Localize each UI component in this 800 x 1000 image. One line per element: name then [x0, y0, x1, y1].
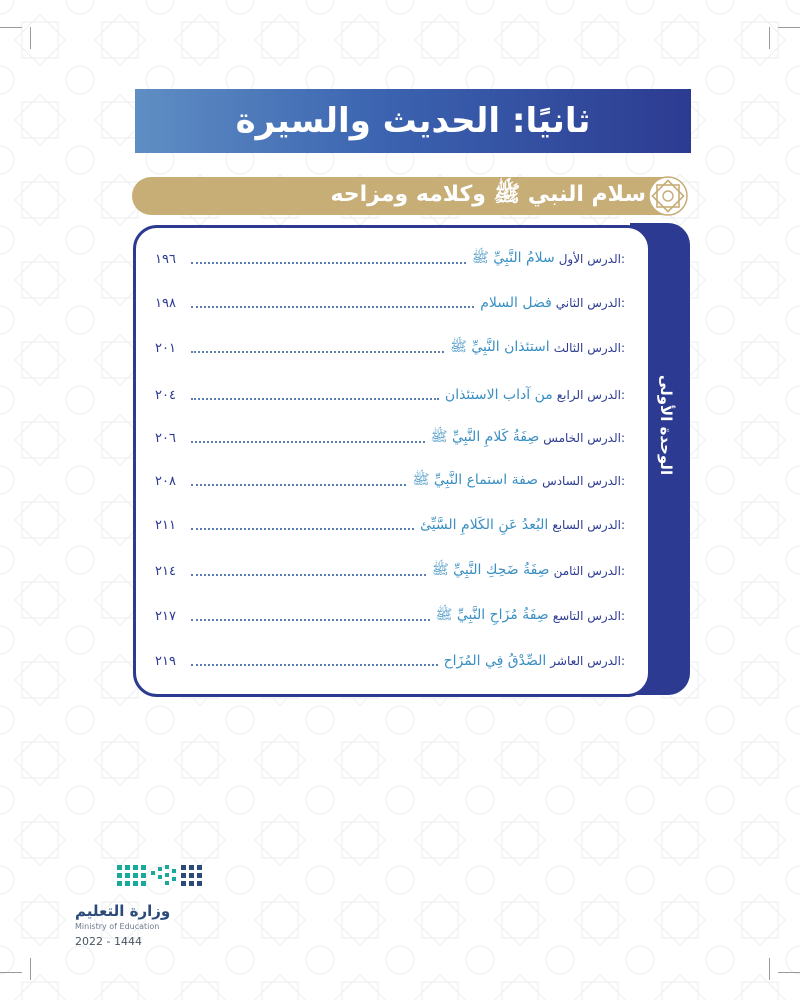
lesson-label: الدرس التاسع: [552, 609, 625, 623]
lesson-title: صفة استماع النَّبِيِّ ﷺ [412, 472, 539, 488]
lesson-page: ٢٠١ [155, 340, 176, 356]
lesson-page: ١٩٦ [155, 251, 176, 267]
edition-year: 2022 - 1444 [75, 935, 142, 948]
leader-dots [191, 262, 466, 264]
lesson-title: صِفَةُ كَلامِ النَّبِيِّ ﷺ [430, 429, 540, 445]
lesson-title: فضل السلام [480, 295, 552, 311]
ministry-logo-icon [115, 863, 210, 893]
lesson-label: الدرس السادس: [542, 474, 625, 488]
crop-mark [769, 958, 770, 980]
leader-dots [191, 306, 474, 308]
lesson-title: استئذان النَّبِيِّ ﷺ [450, 339, 550, 355]
leader-dots [191, 619, 430, 621]
lesson-page: ٢١٧ [155, 608, 176, 624]
section-title-banner [135, 89, 691, 153]
toc-row[interactable] [155, 382, 625, 408]
toc-row[interactable] [155, 558, 625, 584]
lesson-title: الصِّدْقُ فِي المُزَاح [443, 653, 547, 669]
lesson-label: الدرس السابع: [552, 518, 625, 532]
toc-row[interactable] [155, 290, 625, 316]
toc-row[interactable] [155, 512, 625, 538]
lesson-title: البُعدُ عَنِ الكَلامِ السَّيِّئ [420, 517, 549, 533]
leader-dots [191, 351, 444, 353]
leader-dots [191, 441, 425, 443]
lesson-title: صِفَةُ مُزَاحِ النَّبِيِّ ﷺ [435, 607, 549, 623]
section-title: ثانيًا: الحديث والسيرة [235, 101, 591, 141]
lesson-label: الدرس الأول: [558, 252, 625, 266]
lesson-label: الدرس الخامس: [543, 431, 625, 445]
crop-mark [778, 972, 800, 973]
crop-mark [769, 27, 770, 49]
lesson-page: ٢٠٨ [155, 473, 176, 489]
unit-side-label [648, 340, 684, 510]
lesson-label: الدرس الثالث: [553, 341, 625, 355]
lesson-label: الدرس العاشر: [550, 654, 625, 668]
toc-row[interactable] [155, 335, 625, 361]
lesson-page: ٢١٤ [155, 563, 176, 579]
leader-dots [191, 484, 406, 486]
lesson-title: من آداب الاستئذان [444, 387, 553, 403]
unit-side-label-text: الوحدة الأولى [657, 374, 675, 476]
leader-dots [191, 528, 414, 530]
lesson-page: ٢١٩ [155, 653, 176, 669]
toc-row[interactable] [155, 425, 625, 451]
crop-mark [30, 958, 31, 980]
leader-dots [191, 398, 439, 400]
ministry-name-ar: وزارة التعليم [75, 902, 171, 920]
crop-mark [778, 27, 800, 28]
leader-dots [191, 574, 426, 576]
lesson-label: الدرس الرابع: [556, 388, 625, 402]
lesson-label: الدرس الثاني: [555, 296, 625, 310]
crop-mark [0, 27, 22, 28]
crop-mark [0, 972, 22, 973]
toc-row[interactable] [155, 648, 625, 674]
ministry-name-en: Ministry of Education [75, 922, 160, 931]
ornament-icon [648, 176, 688, 216]
toc-row[interactable] [155, 246, 625, 272]
unit-title: سلام النبي ﷺ وكلامه ومزاحه [330, 182, 646, 207]
lesson-page: ٢٠٤ [155, 387, 176, 403]
lesson-title: سلامُ النَّبِيِّ ﷺ [471, 250, 555, 266]
lesson-page: ٢١١ [155, 517, 176, 533]
crop-mark [30, 27, 31, 49]
lesson-title: صِفَةُ ضَحِكِ النَّبِيِّ ﷺ [431, 562, 550, 578]
toc-row[interactable] [155, 603, 625, 629]
lesson-page: ١٩٨ [155, 295, 176, 311]
unit-title-banner [132, 177, 670, 215]
leader-dots [191, 664, 438, 666]
lesson-label: الدرس الثامن: [553, 564, 625, 578]
lesson-page: ٢٠٦ [155, 430, 176, 446]
toc-row[interactable] [155, 468, 625, 494]
